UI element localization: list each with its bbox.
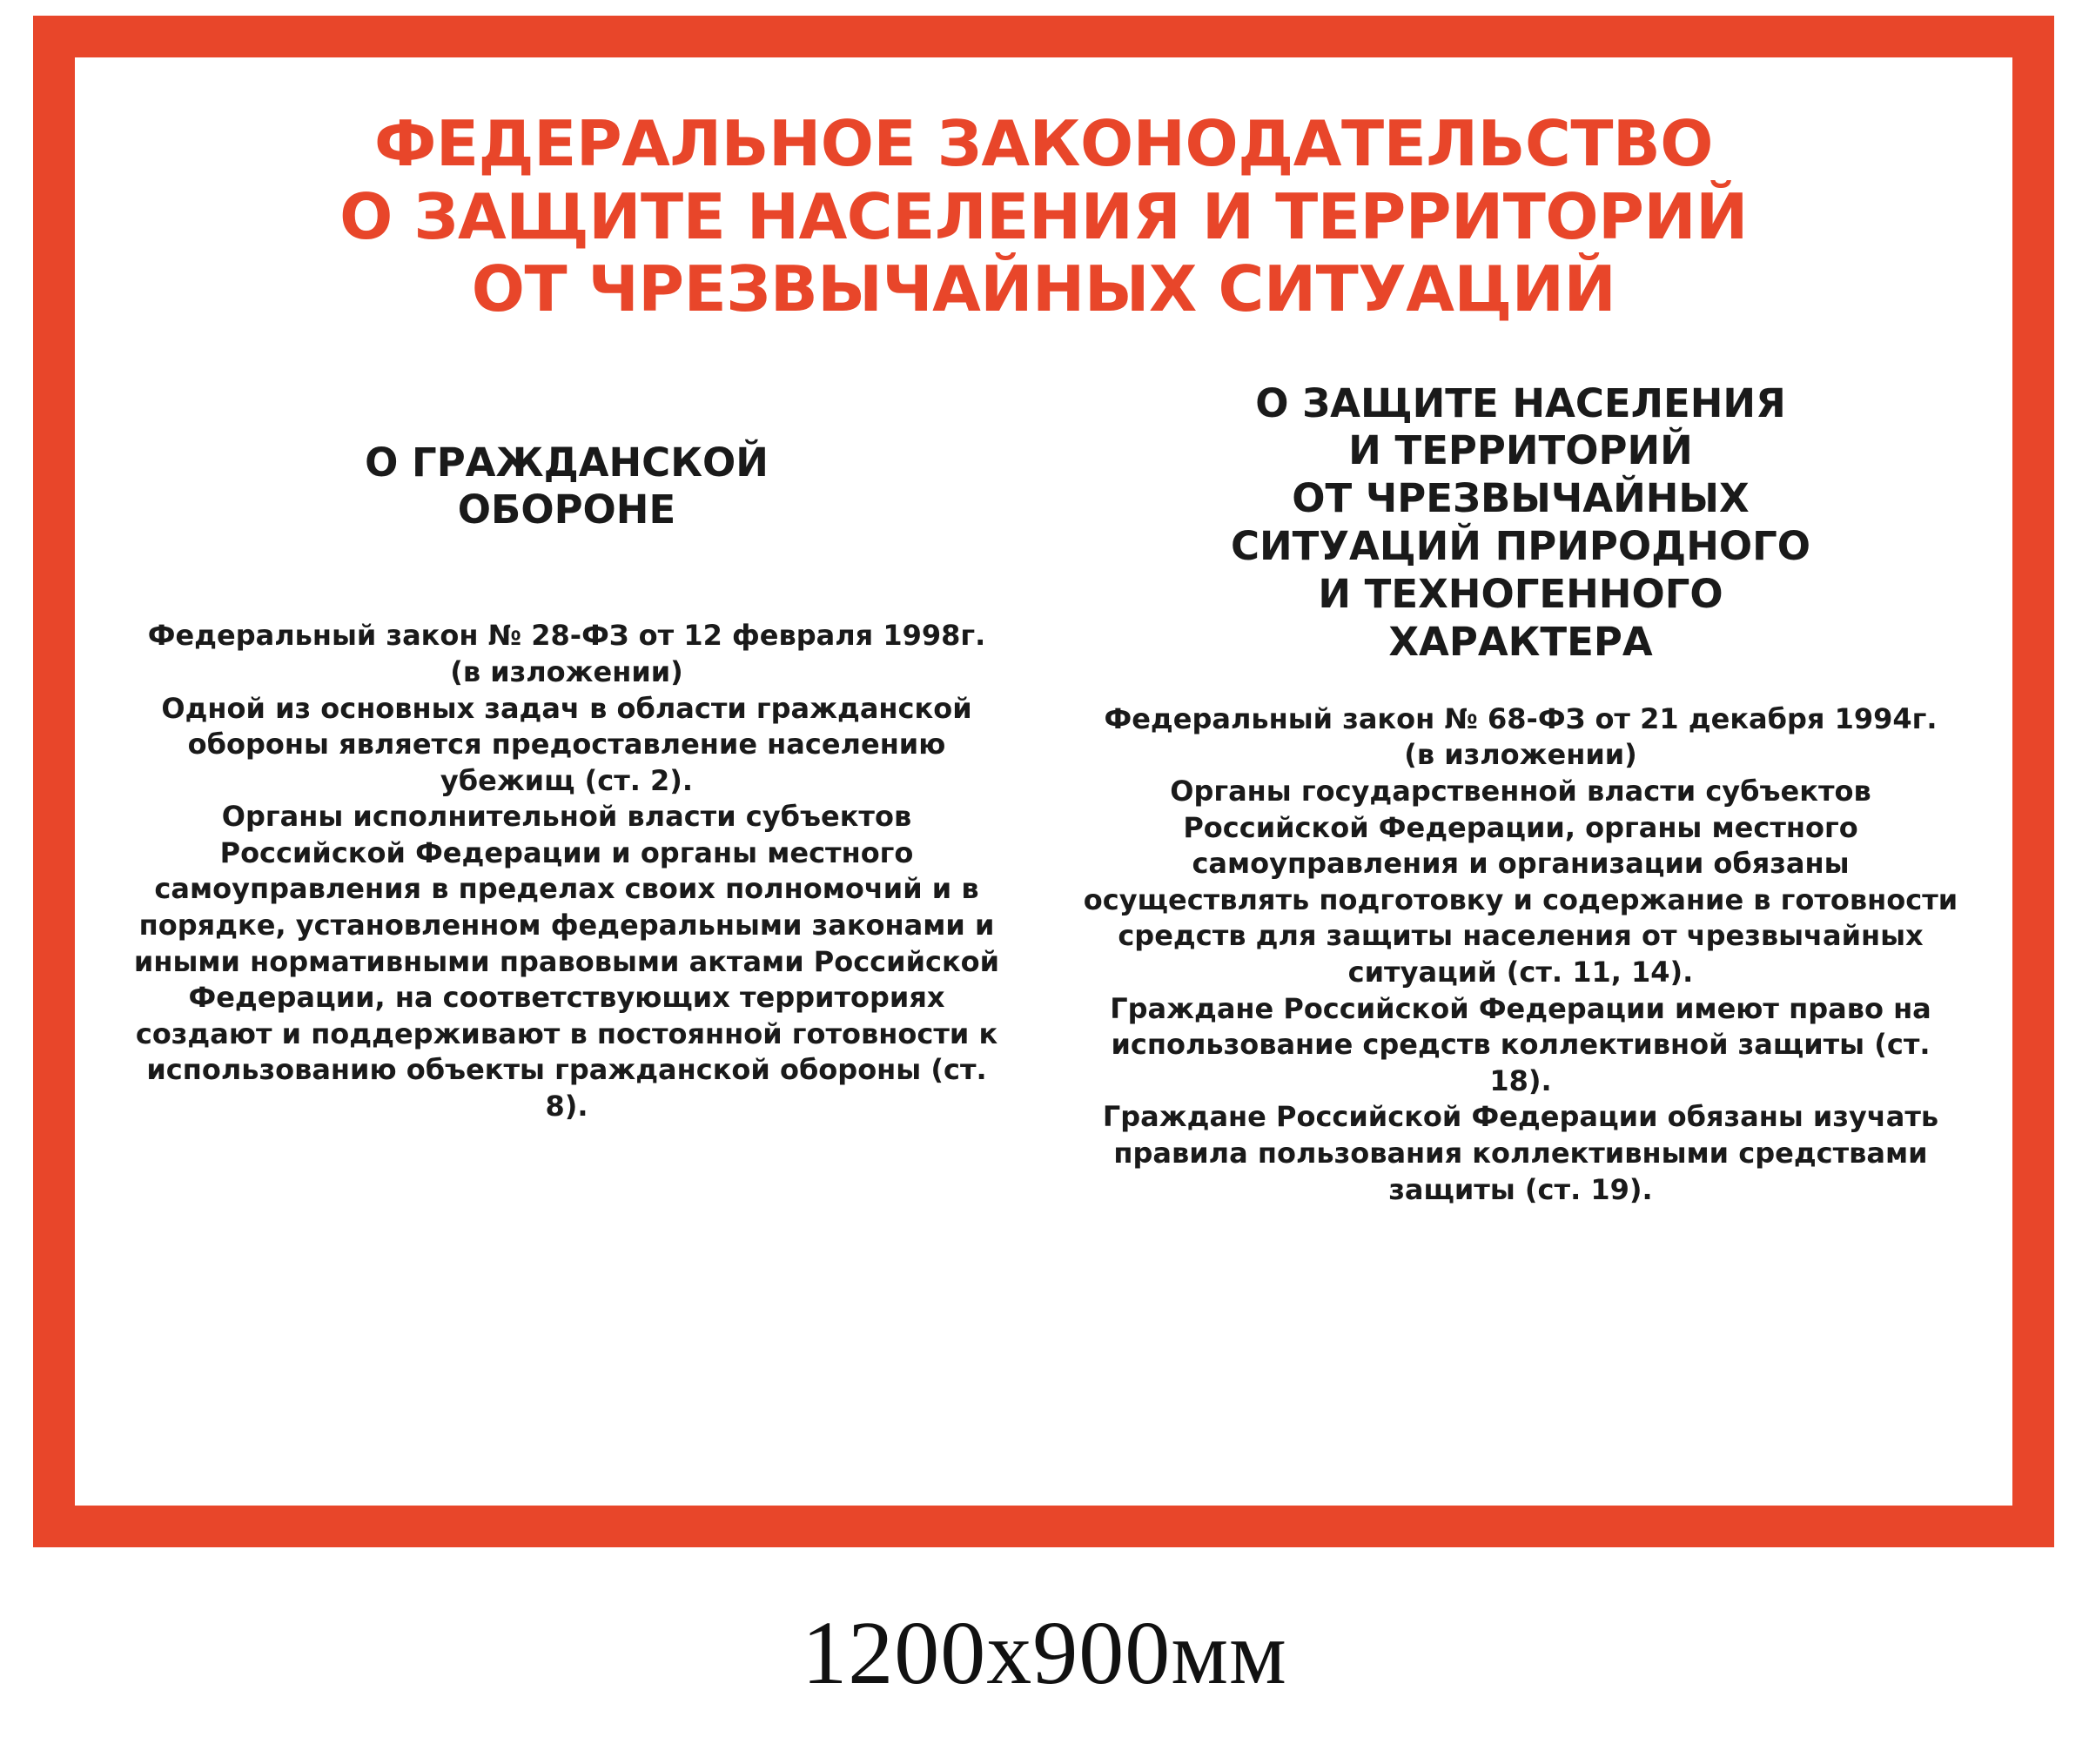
column-right-paragraph-2: Граждане Российской Федерации имеют право на использование средств коллективной защиты (ст. 18). bbox=[1110, 991, 1931, 1097]
size-caption: 1200х900мм bbox=[802, 1603, 1287, 1703]
column-right-heading-line-6: ХАРАКТЕРА bbox=[1388, 619, 1653, 665]
page-title-line-3: ОТ ЧРЕЗВЫЧАЙНЫХ СИТУАЦИЙ bbox=[471, 252, 1616, 326]
columns-container bbox=[127, 380, 1960, 1209]
poster-content-area bbox=[75, 57, 2012, 1506]
poster-red-frame bbox=[33, 16, 2054, 1547]
column-emergency-protection bbox=[1081, 380, 1960, 1209]
column-left-paragraph-1: Одной из основных задач в области гражданской обороны является предоставление населению убежищ (ст. 2). bbox=[161, 691, 972, 797]
column-right-body bbox=[1081, 701, 1960, 1208]
column-right-note: (в изложении) bbox=[1404, 738, 1637, 772]
column-right-heading-line-1: О ЗАЩИТЕ НАСЕЛЕНИЯ bbox=[1255, 379, 1786, 426]
column-right-law-reference: Федеральный закон № 68-ФЗ от 21 декабря 1994г. bbox=[1104, 701, 1938, 735]
column-left-heading-line-2: ОБОРОНЕ bbox=[457, 486, 676, 533]
poster bbox=[33, 16, 2054, 1547]
column-right-heading-line-2: И ТЕРРИТОРИЙ bbox=[1348, 427, 1693, 474]
column-civil-defense bbox=[127, 380, 1006, 1209]
column-left-body bbox=[127, 618, 1006, 1124]
column-right-paragraph-3: Граждане Российской Федерации обязаны изучать правила пользования коллективными средствами защиты (ст. 19). bbox=[1102, 1100, 1939, 1206]
column-left-note: (в изложении) bbox=[450, 654, 683, 688]
page-title-line-2: О ЗАЩИТЕ НАСЕЛЕНИЯ И ТЕРРИТОРИЙ bbox=[339, 179, 1748, 253]
column-right-heading-line-3: ОТ ЧРЕЗВЫЧАЙНЫХ bbox=[1292, 475, 1750, 522]
column-right-heading-line-5: И ТЕХНОГЕННОГО bbox=[1318, 571, 1723, 618]
column-left-heading-line-1: О ГРАЖДАНСКОЙ bbox=[365, 439, 769, 486]
page-title bbox=[127, 108, 1960, 326]
page-title-line-1: ФЕДЕРАЛЬНОЕ ЗАКОНОДАТЕЛЬСТВО bbox=[373, 107, 1714, 180]
column-right-heading-line-4: СИТУАЦИЙ ПРИРОДНОГО bbox=[1230, 523, 1811, 570]
column-right-paragraph-1: Органы государственной власти субъектов Российской Федерации, органы местного самоуправления и организации обязаны осуществлять подготовку и содержание в готовности средств для защиты населения от чрезвычайных ситуаций (ст. 11, 14). bbox=[1083, 775, 1958, 989]
column-left-heading bbox=[127, 439, 1006, 535]
column-left-paragraph-2: Органы исполнительной власти субъектов Российской Федерации и органы местного самоуправления в пределах своих полномочий и в порядке, установленном федеральными законами и иными нормативными правовыми актами Российской Федерации, на соответствующих территориях создают и поддерживают в постоянной готовности к использованию объекты гражданской обороны (ст. 8). bbox=[133, 800, 1000, 1123]
column-right-heading bbox=[1081, 380, 1960, 667]
column-left-law-reference: Федеральный закон № 28-ФЗ от 12 февраля 1998г. bbox=[147, 619, 986, 653]
